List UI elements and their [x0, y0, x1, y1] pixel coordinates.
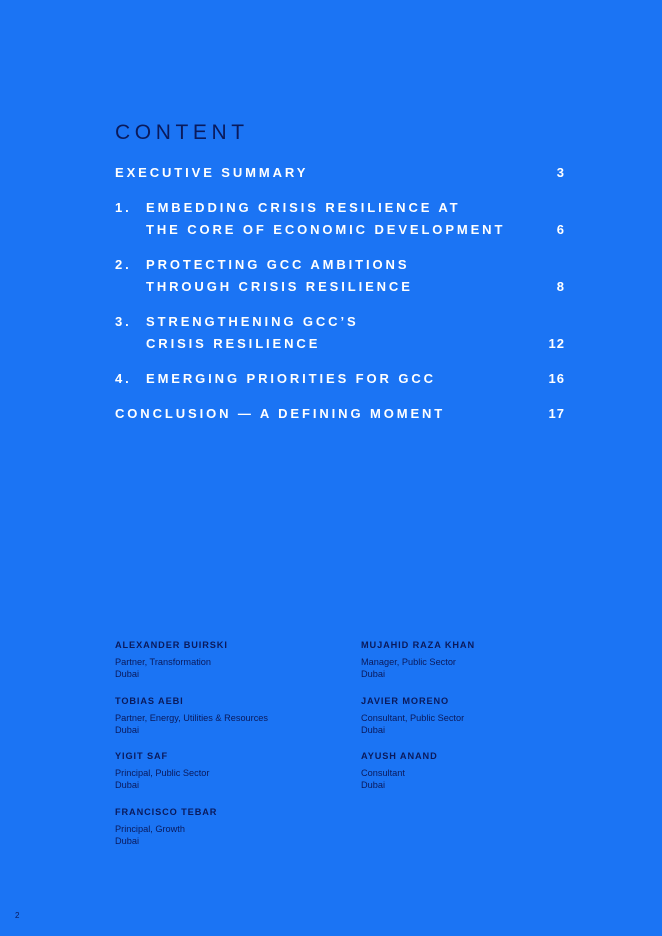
toc-entry-title: CONCLUSION — A DEFINING MOMENT — [115, 406, 446, 421]
author-card — [115, 695, 345, 737]
author-card — [361, 695, 591, 737]
author-role: Manager, Public Sector — [361, 656, 456, 667]
toc-entry-title-line-1: EMBEDDING CRISIS RESILIENCE AT — [146, 200, 461, 215]
toc-entry-page: 6 — [556, 222, 565, 237]
toc-entry-title-line-1: STRENGTHENING GCC’S — [146, 314, 359, 329]
toc-entry-title-line-2: THROUGH CRISIS RESILIENCE — [146, 279, 413, 294]
page-title: CONTENT — [115, 121, 249, 144]
toc-entry-4[interactable] — [115, 368, 565, 390]
author-role: Partner, Transformation — [115, 656, 212, 667]
author-card — [115, 639, 345, 681]
toc-entry-number: 1. — [115, 200, 132, 215]
author-city: Dubai — [115, 669, 140, 679]
toc-entry-page: 12 — [548, 336, 565, 351]
author-card — [115, 750, 345, 792]
author-card — [361, 750, 591, 792]
author-role: Principal, Public Sector — [115, 767, 210, 778]
toc-entry-title-line-1: PROTECTING GCC AMBITIONS — [146, 257, 410, 272]
toc-entry-page: 16 — [548, 371, 565, 386]
toc-entry-page: 17 — [548, 406, 565, 421]
author-role: Consultant, Public Sector — [361, 712, 465, 723]
toc-entry-title-line-2: CRISIS RESILIENCE — [146, 336, 321, 351]
toc-entry-number: 4. — [115, 371, 132, 386]
author-city: Dubai — [115, 836, 140, 846]
author-name: ALEXANDER BUIRSKI — [115, 640, 228, 650]
author-name: JAVIER MORENO — [361, 696, 450, 706]
table-of-contents — [115, 162, 565, 438]
author-city: Dubai — [115, 780, 140, 790]
toc-entry-1[interactable] — [115, 197, 565, 241]
toc-entry-3[interactable] — [115, 311, 565, 355]
author-name: YIGIT SAF — [115, 751, 169, 761]
author-name: AYUSH ANAND — [361, 751, 438, 761]
author-city: Dubai — [115, 725, 140, 735]
toc-entry-number: 2. — [115, 257, 132, 272]
toc-entry-title: EMERGING PRIORITIES FOR GCC — [146, 371, 436, 386]
author-name: FRANCISCO TEBAR — [115, 807, 218, 817]
author-name: TOBIAS AEBI — [115, 696, 184, 706]
toc-entry-number: 3. — [115, 314, 132, 329]
author-name: MUJAHID RAZA KHAN — [361, 640, 475, 650]
author-city: Dubai — [361, 780, 386, 790]
toc-entry-page: 8 — [556, 279, 565, 294]
toc-entry-page: 3 — [556, 165, 565, 180]
author-city: Dubai — [361, 725, 386, 735]
author-role: Consultant — [361, 767, 405, 778]
toc-entry-executive-summary[interactable] — [115, 162, 565, 184]
toc-entry-title: EXECUTIVE SUMMARY — [115, 165, 309, 180]
page-number: 2 — [15, 911, 20, 920]
author-city: Dubai — [361, 669, 386, 679]
toc-entry-2[interactable] — [115, 254, 565, 298]
toc-entry-title-line-2: THE CORE OF ECONOMIC DEVELOPMENT — [146, 222, 506, 237]
author-role: Principal, Growth — [115, 823, 185, 834]
author-card — [361, 639, 591, 681]
toc-entry-conclusion[interactable] — [115, 403, 565, 425]
author-card — [115, 806, 345, 848]
author-role: Partner, Energy, Utilities & Resources — [115, 712, 269, 723]
